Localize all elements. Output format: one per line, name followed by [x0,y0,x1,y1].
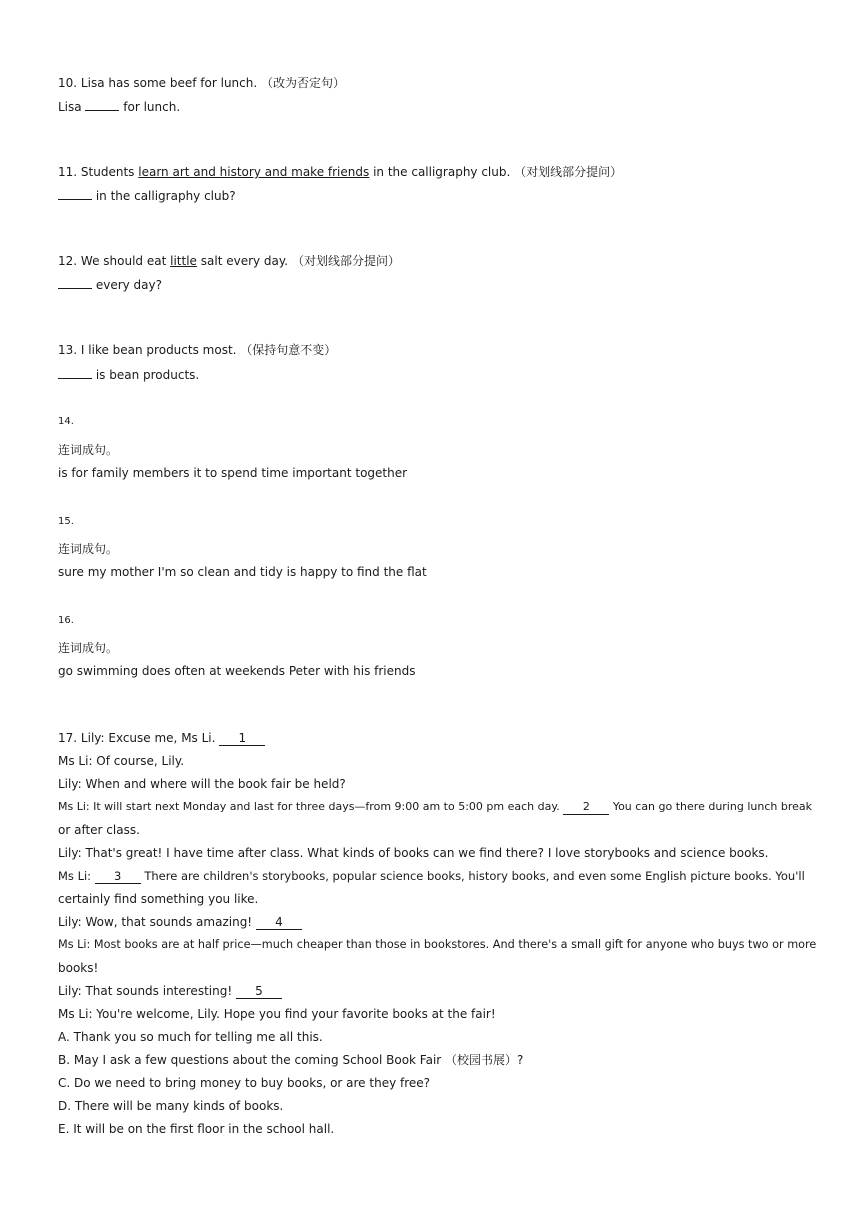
q10-answer [58,98,180,115]
q14-instruction: 连词成句。 [58,443,119,457]
q15-instruction: 连词成句。 [58,542,119,556]
q10-blank[interactable] [85,98,119,111]
q17-blank-4[interactable]: 4 [256,915,302,930]
q12-prompt [58,253,400,269]
q11-text-post: in the calligraphy club. [373,165,511,179]
q14-words: is for family members it to spend time important together [58,466,408,480]
q17-line-7 [58,914,302,930]
q12-underlined: little [170,254,197,268]
q10-answer-suffix: for lunch. [123,100,181,114]
q13-blank[interactable] [58,366,92,379]
q11-underlined: learn art and history and make friends [138,165,370,179]
q10-prompt [58,75,345,91]
q10-text: Lisa has some beef for lunch. [80,76,258,90]
option-b: B. May I ask a few questions about the coming School Book Fair （校园书展）? [58,1053,524,1067]
q11-prompt [58,164,622,180]
q13-answer [58,366,199,383]
q17-line-8b: books! [58,961,99,975]
q17-line-6c: certainly find something you like. [58,892,259,906]
q10-answer-prefix: Lisa [58,100,82,114]
q17-l6b: There are children's storybooks, popular science books, history books, and even some English picture books. You'll [144,869,805,883]
q16-instruction: 连词成句。 [58,641,119,655]
q17-line-5: Lily: That's great! I have time after class. What kinds of books can we find there? I love storybooks and science books. [58,846,769,860]
q17-blank-1[interactable]: 1 [219,731,265,746]
q17-line-4 [58,799,812,815]
q17-blank-3[interactable]: 3 [95,869,141,884]
q14-number: 14. [58,416,74,427]
q13-number: 13. [58,343,78,357]
q13-text: I like bean products most. [80,343,237,357]
q15-number: 15. [58,516,74,527]
q17-l6a: Ms Li: [58,869,92,883]
q17-line-10: Ms Li: You're welcome, Lily. Hope you find your favorite books at the fair! [58,1007,496,1021]
q11-instruction: （对划线部分提问） [514,165,623,179]
q11-number: 11. [58,165,78,179]
q17-l4b: You can go there during lunch break [612,800,812,813]
q10-number: 10. [58,76,78,90]
q12-text-post: salt every day. [200,254,289,268]
q17-line-8: Ms Li: Most books are at half price—much cheaper than those in bookstores. And there's a small gift for anyone who buys two or more [58,938,817,951]
q13-prompt [58,342,336,358]
q17-blank-5[interactable]: 5 [236,984,282,999]
q11-answer-suffix: in the calligraphy club? [95,189,236,203]
q12-instruction: （对划线部分提问） [291,254,400,268]
q17-l9: Lily: That sounds interesting! [58,984,233,998]
q17-l7: Lily: Wow, that sounds amazing! [58,915,253,929]
option-d: D. There will be many kinds of books. [58,1099,284,1113]
q12-text-pre: We should eat [80,254,167,268]
q12-answer-suffix: every day? [95,278,162,292]
q11-answer [58,187,236,204]
q11-text-pre: Students [80,165,135,179]
q17-l1: Lily: Excuse me, Ms Li. [80,731,216,745]
q15-words: sure my mother I'm so clean and tidy is happy to find the flat [58,565,427,579]
q12-blank[interactable] [58,276,92,289]
q12-number: 12. [58,254,78,268]
q17-blank-2[interactable]: 2 [563,800,609,815]
q11-blank[interactable] [58,187,92,200]
q16-number: 16. [58,615,74,626]
q17-line-2: Ms Li: Of course, Lily. [58,754,185,768]
option-c: C. Do we need to bring money to buy books, or are they free? [58,1076,431,1090]
q16-words: go swimming does often at weekends Peter with his friends [58,664,416,678]
q13-answer-suffix: is bean products. [95,368,200,382]
option-a: A. Thank you so much for telling me all this. [58,1030,323,1044]
q13-instruction: （保持句意不变） [240,343,337,357]
q17-line-9 [58,983,282,999]
q17-line-4c: or after class. [58,823,140,837]
option-e: E. It will be on the first floor in the school hall. [58,1122,335,1136]
q17-number: 17. [58,731,78,745]
q17-line-1 [58,730,265,746]
q17-l4a: Ms Li: It will start next Monday and last for three days—from 9:00 am to 5:00 pm each day. [58,800,560,813]
q12-answer [58,276,162,293]
q10-instruction: （改为否定句） [261,76,346,90]
q17-line-3: Lily: When and where will the book fair be held? [58,777,346,791]
q17-line-6 [58,868,805,884]
